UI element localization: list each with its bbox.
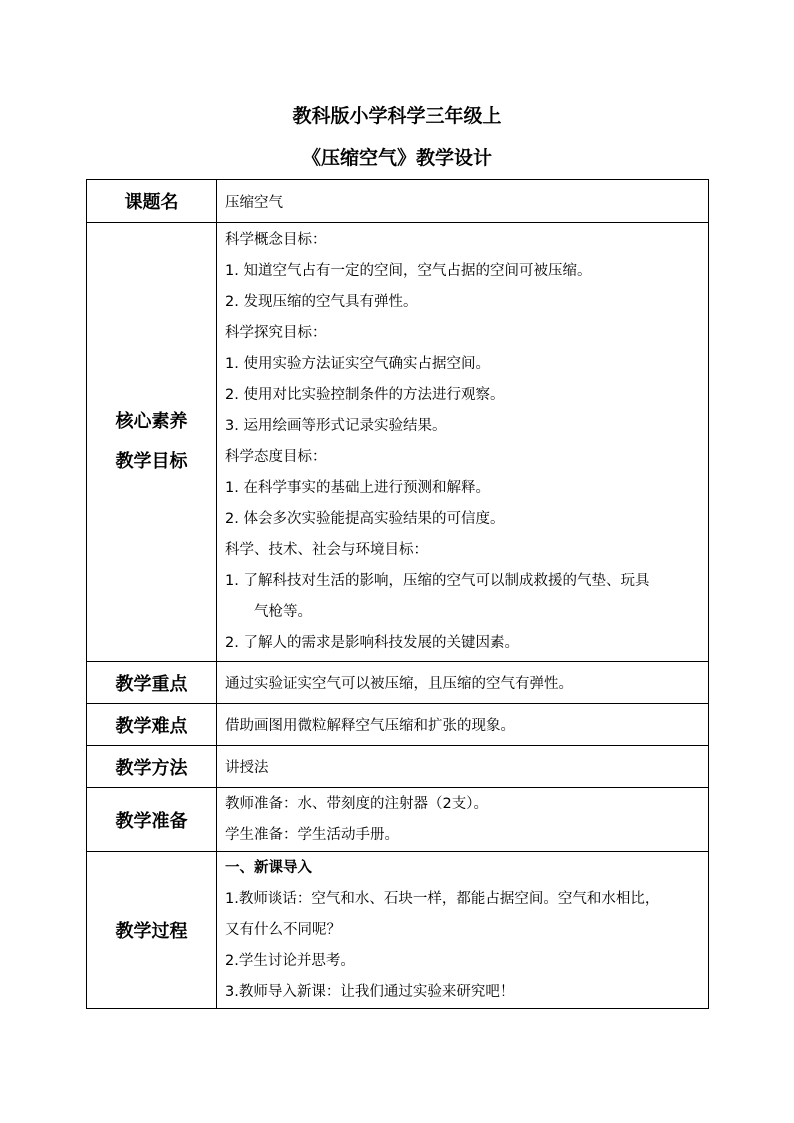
label-method: 教学方法 xyxy=(87,746,217,788)
goals-content xyxy=(217,223,709,662)
table-row-method xyxy=(87,746,709,788)
goals-line: 2. 体会多次实验能提高实验结果的可信度。 xyxy=(225,511,505,527)
preparation-content xyxy=(217,788,709,852)
table-row-process xyxy=(87,852,709,1009)
value-key-point: 通过实验证实空气可以被压缩，且压缩的空气有弹性。 xyxy=(217,662,709,704)
preparation-line: 学生准备：学生活动手册。 xyxy=(225,826,399,843)
process-heading: 一、新课导入 xyxy=(225,859,312,876)
value-difficulty: 借助画图用微粒解释空气压缩和扩张的现象。 xyxy=(217,704,709,746)
process-line: 1.教师谈话：空气和水、石块一样，都能占据空间。空气和水相比， xyxy=(225,890,660,907)
label-goals-line2: 教学目标 xyxy=(115,451,188,472)
label-difficulty: 教学难点 xyxy=(87,704,217,746)
goals-line: 2. 发现压缩的空气具有弹性。 xyxy=(225,294,418,310)
process-content xyxy=(217,852,709,1009)
preparation-line: 教师准备：水、带刻度的注射器（2支）。 xyxy=(225,795,488,812)
goals-line: 1. 知道空气占有一定的空间，空气占据的空间可被压缩。 xyxy=(225,263,592,279)
label-goals xyxy=(87,223,217,662)
goals-line: 2. 了解人的需求是影响科技发展的关键因素。 xyxy=(225,635,519,651)
table-row-difficulty xyxy=(87,704,709,746)
document-subtitle: 《压缩空气》教学设计 xyxy=(301,147,492,169)
process-line: 又有什么不同呢？ xyxy=(225,921,341,938)
goals-line: 1. 在科学事实的基础上进行预测和解释。 xyxy=(225,480,490,496)
document-title: 教科版小学科学三年级上 xyxy=(292,105,502,127)
label-key-point: 教学重点 xyxy=(87,662,217,704)
goals-line: 1. 使用实验方法证实空气确实占据空间。 xyxy=(225,356,490,372)
goals-line: 科学、技术、社会与环境目标： xyxy=(225,542,428,558)
label-preparation: 教学准备 xyxy=(87,788,217,852)
table-row-topic xyxy=(87,180,709,223)
goals-line: 科学探究目标： xyxy=(225,325,327,341)
label-topic: 课题名 xyxy=(87,180,217,223)
goals-line: 气枪等。 xyxy=(254,604,312,620)
label-process: 教学过程 xyxy=(87,852,217,1009)
goals-line: 1. 了解科技对生活的影响，压缩的空气可以制成救援的气垫、玩具 xyxy=(225,573,650,589)
table-row-preparation xyxy=(87,788,709,852)
goals-line: 3. 运用绘画等形式记录实验结果。 xyxy=(225,418,447,434)
value-topic: 压缩空气 xyxy=(217,180,709,223)
lesson-plan-table xyxy=(86,179,709,1009)
goals-line: 2. 使用对比实验控制条件的方法进行观察。 xyxy=(225,387,505,403)
goals-line: 科学态度目标： xyxy=(225,449,327,465)
process-line: 2.学生讨论并思考。 xyxy=(225,952,355,969)
table-row-key-point xyxy=(87,662,709,704)
label-goals-line1: 核心素养 xyxy=(115,411,188,432)
table-row-goals xyxy=(87,223,709,662)
goals-line: 科学概念目标： xyxy=(225,232,327,248)
process-line: 3.教师导入新课：让我们通过实验来研究吧！ xyxy=(225,983,515,1000)
value-method: 讲授法 xyxy=(217,746,709,788)
